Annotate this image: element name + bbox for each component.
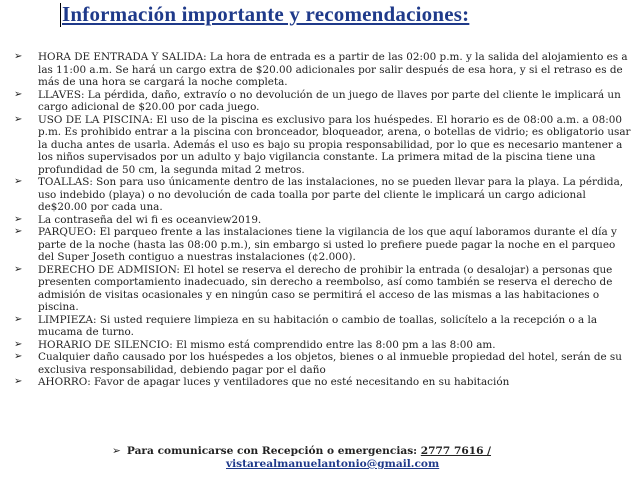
contact-phone: 2777 7616 / <box>420 445 492 457</box>
item-text: Cualquier daño causado por los huéspedes a los objetos, bienes o al inmueble propiedad del hotel, serán de su exclusiva responsabilidad, debiendo pagar por el daño <box>38 351 622 376</box>
arrow-bullet-icon: ➢ <box>14 88 23 100</box>
arrow-bullet-icon: ➢ <box>14 113 23 125</box>
arrow-bullet-icon: ➢ <box>14 263 23 275</box>
list-item-limpieza <box>14 314 634 339</box>
item-text: TOALLAS: Son para uso únicamente dentro de las instalaciones, no se pueden llevar para la playa. La pérdida, uso indebido (playa) o no devolución de cada toalla por parte del cliente le implicará un cargo adicional de$20.00 por cada una. <box>38 176 624 213</box>
list-item-parqueo <box>14 226 634 264</box>
item-text: USO DE LA PISCINA: El uso de la piscina es exclusivo para los huéspedes. El horario es de 08:00 a.m. a 08:00 p.m. Es prohibido entrar a la piscina con bronceador, bloqueador, arena, o botellas de vidrio; es obligatorio usar la ducha antes de usarla. Además el uso es bajo su propia responsabilidad, por lo que es necesario mantener a los niños supervisados por un adulto y bajo vigilancia constante. La primera mitad de la piscina tiene una profundidad de 50 cm, la segunda mitad 2 metros. <box>38 113 631 176</box>
list-item-wifi <box>14 214 634 227</box>
arrow-bullet-icon: ➢ <box>14 351 23 362</box>
arrow-bullet-icon: ➢ <box>14 376 23 387</box>
item-text: LLAVES: La pérdida, daño, extravío o no devolución de un juego de llaves por parte del cliente le implicará un cargo adicional de $20.00 por cada juego. <box>38 88 621 113</box>
item-text: PARQUEO: El parqueo frente a las instalaciones tiene la vigilancia de los que aquí laboramos durante el día y parte de la noche (hasta las 08:00 p.m.), sin embargo si usted lo prefiere puede pagar la noche en el parqueo del Super Joseth contiguo a nuestras instalaciones (¢2.000). <box>38 226 617 263</box>
item-text: LIMPIEZA: Si usted requiere limpieza en su habitación o cambio de toallas, solicítelo a la recepción o a la mucama de turno. <box>38 313 598 338</box>
arrow-bullet-icon: ➢ <box>14 176 23 187</box>
arrow-bullet-icon: ➢ <box>14 313 23 325</box>
item-text: HORARIO DE SILENCIO: El mismo está comprendido entre las 8:00 pm a las 8:00 am. <box>38 338 496 351</box>
list-item-piscina <box>14 114 634 177</box>
text-cursor <box>60 3 61 27</box>
list-item-admision <box>14 264 634 314</box>
list-item-danos <box>14 351 634 376</box>
contact-label: Para comunicarse con Recepción o emergencias: <box>126 445 418 457</box>
contact-line <box>112 445 491 457</box>
list-item-ahorro <box>14 376 634 389</box>
arrow-bullet-icon: ➢ <box>14 213 23 225</box>
list-item-hora <box>14 51 634 89</box>
arrow-bullet-icon: ➢ <box>14 338 23 350</box>
item-text: AHORRO: Favor de apagar luces y ventiladores que no esté necesitando en su habitación <box>38 376 510 388</box>
page-title: Información importante y recomendaciones: <box>62 2 470 26</box>
contact-email-link[interactable]: vistarealmanuelantonio@gmail.com <box>226 458 440 470</box>
list-item-toallas <box>14 176 634 214</box>
item-text: La contraseña del wi fi es oceanview2019. <box>38 213 262 226</box>
item-text: HORA DE ENTRADA Y SALIDA: La hora de entrada es a partir de las 02:00 p.m. y la salida del alojamiento es a las 11:00 a.m. Se hará un cargo extra de $20.00 adicionales por salir después de esa hora, y si el retraso es de más de una hora se cargará la noche completa. <box>38 51 628 88</box>
rules-list <box>14 51 634 389</box>
arrow-bullet-icon: ➢ <box>14 226 23 237</box>
list-item-silencio <box>14 339 634 352</box>
item-text: DERECHO DE ADMISION: El hotel se reserva el derecho de prohibir la entrada (o desalojar) a personas que presenten comportamiento inadecuado, sin derecho a reembolso, así como también se reserva el derecho de admisión de visitas ocasionales y en ningún caso se permitirá el acceso de las mismas a las habitaciones o piscina. <box>38 263 613 313</box>
arrow-bullet-icon: ➢ <box>112 445 121 457</box>
arrow-bullet-icon: ➢ <box>14 51 23 62</box>
list-item-llaves <box>14 89 634 114</box>
